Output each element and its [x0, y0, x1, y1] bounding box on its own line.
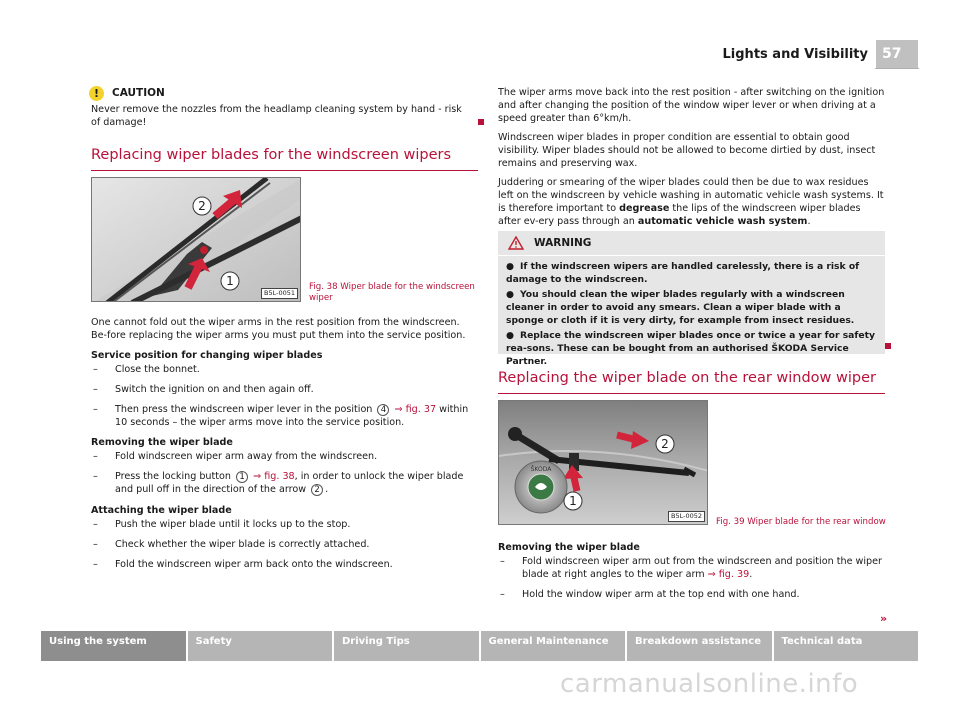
left-column [91, 86, 478, 135]
tab-driving-tips[interactable]: Driving Tips [334, 631, 479, 661]
list-item: – Hold the window wiper arm at the top end with one hand. [498, 588, 885, 601]
warning-box [498, 231, 885, 367]
warning-triangle-icon [508, 236, 524, 250]
rear-removing-heading: Removing the wiper blade [498, 542, 640, 553]
removing-heading: Removing the wiper blade [91, 437, 233, 449]
warning-body [498, 256, 885, 377]
fig-38-link[interactable]: ⇒ fig. 38 [253, 471, 295, 483]
rear-removing-steps [498, 555, 885, 601]
list-item: – Push the wiper blade until it locks up to the stop. [91, 518, 478, 531]
list-item: – Then press the windscreen wiper lever in the position 4 ⇒ fig. 37 within 10 seconds – the wiper arms move into the service position. [91, 403, 478, 429]
warning-item: ● Replace the windscreen wiper blades once or twice a year for safety rea-sons. These can be bought from an authorised ŠKODA Service Partner. [506, 330, 875, 367]
right-body-top [498, 86, 885, 234]
caution-heading [89, 86, 478, 101]
figure-39-caption: Fig. 39 Wiper blade for the rear window [716, 517, 886, 527]
left-body [91, 316, 478, 578]
running-header-title: Lights and Visibility [722, 47, 868, 62]
tab-general-maintenance[interactable]: General Maintenance [481, 631, 626, 661]
list-item: – Press the locking button 1 ⇒ fig. 38, in order to unlock the wiper blade and pull off in the direction of the arrow 2 . [91, 470, 478, 496]
figure-38-label-1: 1 [226, 274, 234, 288]
callout-4: 4 [377, 404, 389, 416]
figure-38-caption: Fig. 38 Wiper blade for the windscreen wiper [309, 282, 475, 304]
page-number: 57 [876, 40, 918, 68]
figure-39-badge-text: ŠKODA [530, 466, 552, 473]
header-rule [875, 68, 919, 69]
right-body-bottom [498, 541, 885, 608]
service-heading: Service position for changing wiper blades [91, 350, 323, 362]
section-title-rear-wiper: Replacing the wiper blade on the rear window wiper [498, 369, 885, 394]
warning-heading [498, 231, 885, 256]
bullet-icon: ● [506, 330, 515, 342]
continue-mark: » [880, 612, 888, 625]
section-title-windscreen: Replacing wiper blades for the windscreen wipers [91, 146, 478, 171]
list-item: – Fold windscreen wiper arm out from the windscreen and position the wiper blade at right angles to the wiper arm ⇒ fig. 39. [498, 555, 885, 581]
section-end-mark [885, 343, 891, 349]
callout-1: 1 [236, 471, 248, 483]
callout-2: 2 [311, 484, 323, 496]
tab-technical-data[interactable]: Technical data [774, 631, 919, 661]
bullet-icon: ● [506, 289, 515, 301]
tab-using-the-system[interactable]: Using the system [41, 631, 186, 661]
list-item: – Fold windscreen wiper arm away from the windscreen. [91, 450, 478, 463]
caution-title: CAUTION [112, 87, 165, 100]
list-item: – Switch the ignition on and then again off. [91, 383, 478, 396]
rear-wiper-illustration [499, 401, 708, 525]
warning-item: ● You should clean the wiper blades regularly with a windscreen cleaner in order to avoid any smears. Clean a wiper blade with a sponge or cloth if it is very dirty, for example from insect residues. [506, 289, 855, 326]
intro-paragraph: One cannot fold out the wiper arms in the rest position from the windscreen. Be-fore replacing the wiper arms you must put them into the service position. [91, 317, 466, 342]
figure-39-label-2: 2 [661, 437, 669, 451]
paragraph-rest-position: The wiper arms move back into the rest position - after switching on the ignition and after changing the position of the window wiper lever or when driving at a speed greater than 6°km/h. [498, 87, 885, 125]
watermark: carmanualsonline.info [560, 669, 859, 699]
warning-title: WARNING [534, 236, 592, 249]
list-item: – Fold the windscreen wiper arm back onto the windscreen. [91, 558, 478, 571]
caution-icon: ! [89, 86, 104, 101]
removing-steps [91, 450, 478, 496]
caution-text: Never remove the nozzles from the headlamp cleaning system by hand - risk of damage! [91, 104, 462, 129]
fig-37-link[interactable]: ⇒ fig. 37 [394, 404, 437, 416]
figure-39-code: B5L-0052 [668, 511, 705, 522]
footer-navigation [41, 631, 918, 661]
figure-39-image [498, 400, 708, 525]
figure-39-label-1: 1 [569, 494, 577, 508]
tab-safety[interactable]: Safety [188, 631, 333, 661]
service-steps [91, 363, 478, 429]
wiper-blade-illustration [92, 178, 301, 302]
attaching-heading: Attaching the wiper blade [91, 504, 232, 516]
figure-38-code: B5L-0051 [261, 288, 298, 299]
warning-item: ● If the windscreen wipers are handled carelessly, there is a risk of damage to the windscreen. [506, 261, 860, 285]
list-item: – Close the bonnet. [91, 363, 478, 376]
attaching-steps [91, 518, 478, 571]
bullet-icon: ● [506, 261, 515, 272]
section-end-mark [478, 119, 484, 125]
paragraph-wax: Juddering or smearing of the wiper blades could then be due to wax residues left on the windscreen by vehicle washing in automatic vehicle wash systems. It is therefore important to degrease the lips of the windscreen wiper blades after ev-ery pass through an automatic vehicle wash system. [498, 177, 884, 228]
figure-38-image [91, 177, 301, 302]
fig-39-link[interactable]: ⇒ fig. 39 [707, 569, 750, 581]
list-item: – Check whether the wiper blade is correctly attached. [91, 538, 478, 551]
figure-38-label-2: 2 [198, 199, 206, 213]
paragraph-visibility: Windscreen wiper blades in proper condition are essential to obtain good visibility. Wiper blades should not be allowed to become dirtied by dust, insect remains and preserving wax. [498, 132, 876, 170]
tab-breakdown-assistance[interactable]: Breakdown assistance [627, 631, 772, 661]
